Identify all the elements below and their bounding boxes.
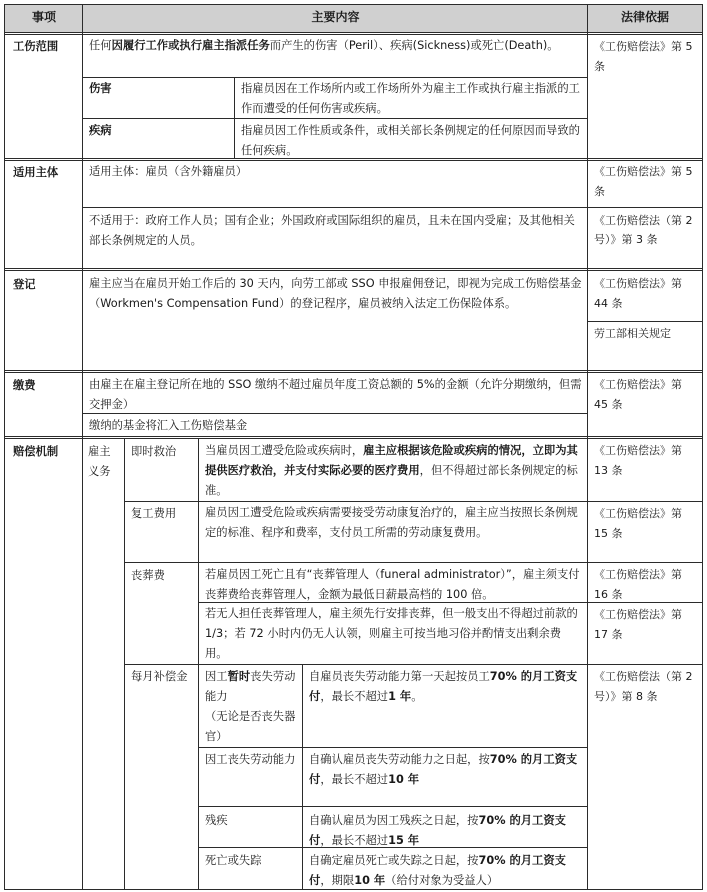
payment-text-1: 由雇主在雇主登记所在地的 SSO 缴纳不超过雇员年度工资总额的 5%的金额（允许分期缴纳，但需交押金） [89, 378, 582, 411]
rule-payment-sub [83, 413, 588, 414]
rescue-label: 即时救治 [131, 445, 177, 458]
monthly-r1-c: 丧失劳动能力 [205, 670, 296, 703]
rule-payment-bottom [5, 436, 703, 437]
monthly-law: 《工伤赔偿法（第 2 号）》第 8 条 [594, 670, 693, 703]
rule-col-1 [82, 4, 83, 890]
rule-registration-law [588, 321, 703, 322]
scope-disease-text: 指雇员因工作性质或条件，或相关部长条例规定的任何原因而导致的任何疾病。 [241, 124, 580, 157]
compensation-title: 赔偿机制 [13, 445, 59, 458]
rule-subject-bottom [5, 268, 703, 269]
scope-injury-text: 指雇员因在工作场所内或工作场所外为雇主工作或执行雇主指派的工作而遭受的任何伤害或疾病。 [241, 82, 580, 115]
rule-scope-bottom-2 [5, 160, 703, 161]
rule-bottom [5, 889, 703, 890]
registration-text: 雇主应当在雇员开始工作后的 30 天内，向劳工部或 SSO 申报雇佣登记，即视为完成工伤赔偿基金（Workmen's Compensation Fund）的登记程序，雇员被纳入法定工伤保险体系。 [89, 277, 582, 310]
rule-comp-funeral-2 [125, 664, 703, 665]
header-col-content: 主要内容 [83, 5, 588, 33]
monthly-r2-t2: 70% 的月工资支付 [309, 753, 578, 786]
monthly-r1-a: 因工 [205, 670, 228, 683]
payment-title: 缴费 [13, 379, 36, 392]
rescue-text-3: ，但不得超过部长条例规定的标准。 [205, 464, 578, 497]
monthly-r4-label: 死亡或失踪 [205, 854, 262, 867]
monthly-r1-text [303, 666, 588, 708]
scope-title: 工伤范围 [13, 40, 59, 53]
rule-registration-bottom [5, 370, 703, 371]
rule-left [4, 4, 5, 890]
subject-title: 适用主体 [13, 166, 59, 179]
rule-scope-sub-1 [83, 77, 588, 78]
rule-subject-bottom-2 [5, 270, 703, 271]
monthly-r3-text [303, 810, 588, 852]
subject-not-applicable: 不适用于：政府工作人员；国有企业；外国政府或国际组织的雇员，且未在国内受雇；及其他相关部长条例规定的人员。 [89, 214, 575, 247]
monthly-r1-t4: 1 年 [388, 690, 412, 703]
rule-comp-monthly-col [302, 665, 303, 890]
scope-intro [83, 35, 588, 77]
funeral-law-1: 《工伤赔偿法》第 16 条 [594, 568, 682, 601]
monthly-r1-t1: 自雇员丧失劳动能力第一天起按员工 [309, 670, 490, 683]
rule-scope-sub-2 [83, 118, 588, 119]
rehab-text: 雇员因工遭受危险或疾病需要接受劳动康复治疗的，雇主应当按照长条例规定的标准、程序和费率，支付员工所需的劳动康复费用。 [205, 506, 578, 539]
rule-registration-bottom-2 [5, 372, 703, 373]
rule-scope-sub-col [234, 77, 235, 159]
funeral-law-2: 《工伤赔偿法》第 17 条 [594, 608, 682, 641]
rule-comp-monthly-3 [199, 847, 588, 848]
rule-subject-sub [83, 207, 703, 208]
monthly-r3-t2: 70% 的月工资支付 [309, 814, 566, 847]
monthly-r4-t4: 10 年 [354, 874, 386, 887]
rule-payment-bottom-2 [5, 438, 703, 439]
rehab-label: 复工费用 [131, 507, 177, 520]
rule-col-2 [587, 4, 588, 890]
registration-title: 登记 [13, 278, 36, 291]
registration-law-1: 《工伤赔偿法》第 44 条 [594, 277, 682, 310]
monthly-r1-b: 暂时 [227, 670, 251, 683]
scope-injury-label: 伤害 [89, 82, 112, 95]
monthly-r1-label [199, 666, 303, 746]
rule-comp-rehab [125, 562, 703, 563]
subject-applicable: 适用主体：雇员（含外籍雇员） [89, 165, 248, 178]
rescue-text-1: 当雇员因工遭受危险或疾病时， [205, 444, 364, 457]
subject-law-1: 《工伤赔偿法》第 5 条 [594, 165, 693, 198]
rule-comp-funeral-1 [199, 602, 703, 603]
payment-text-2: 缴纳的基金将汇入工伤赔偿基金 [89, 419, 248, 432]
rescue-text [199, 440, 588, 502]
header-col-law: 法律依据 [588, 5, 702, 33]
employer-duty-label: 雇主义务 [88, 445, 111, 478]
monthly-r2-t4: 10 年 [388, 773, 420, 786]
rule-scope-bottom [5, 158, 703, 159]
rule-right [702, 4, 703, 890]
rule-top [5, 4, 703, 5]
scope-disease-label: 疾病 [89, 124, 112, 137]
monthly-r1-note: （无论是否丧失器官） [205, 710, 296, 743]
monthly-r3-t4: 15 年 [388, 834, 420, 847]
monthly-r2-t1: 自确认雇员丧失劳动能力之日起，按 [309, 753, 490, 766]
scope-law: 《工伤赔偿法》第 5 条 [594, 40, 693, 73]
funeral-text-1: 若雇员因工死亡且有“丧葬管理人（funeral administrator）”，雇主须支付丧葬费给丧葬管理人，金额为最低日薪最高档的 100 倍。 [205, 568, 580, 601]
monthly-r4-t2: 70% 的月工资支付 [309, 854, 566, 887]
monthly-r1-t5: 。 [411, 690, 423, 703]
rescue-text-2: 雇主应根据该危险或疾病的情况，立即为其提供医疗救治，并支付实际必要的医疗费用 [205, 444, 578, 477]
subject-law-2: 《工伤赔偿法（第 2 号）》第 3 条 [594, 214, 693, 246]
rule-comp-monthly-1 [199, 747, 588, 748]
monthly-r2-label: 因工丧失劳动能力 [205, 753, 296, 766]
monthly-r3-label: 残疾 [205, 814, 228, 827]
header-col-item: 事项 [5, 5, 83, 33]
rule-comp-rescue [125, 501, 703, 502]
rule-header-bottom-2 [5, 34, 703, 35]
monthly-r4-t1: 自确定雇员死亡或失踪之日起，按 [309, 854, 479, 867]
registration-law-2: 劳工部相关规定 [594, 327, 671, 340]
rescue-law: 《工伤赔偿法》第 13 条 [594, 444, 682, 477]
rule-header-bottom [5, 32, 703, 33]
monthly-r4-t3: ，期限 [320, 874, 355, 887]
monthly-r4-t5: （给付对象为受益人） [385, 874, 499, 887]
monthly-r3-t3: ，最长不超过 [320, 834, 389, 847]
scope-intro-bold: 因履行工作或执行雇主指派任务 [111, 39, 270, 52]
monthly-r4-text [303, 850, 588, 890]
rehab-law: 《工伤赔偿法》第 15 条 [594, 507, 682, 540]
monthly-r2-t3: ，最长不超过 [320, 773, 389, 786]
scope-intro-pre: 任何 [89, 39, 112, 52]
monthly-label: 每月补偿金 [131, 670, 188, 683]
monthly-r1-t2: 70% 的月工资支付 [309, 670, 578, 703]
rule-comp-monthly-2 [199, 806, 588, 807]
scope-intro-post: 而产生的伤害（Peril）、疾病(Sickness)或死亡(Death)。 [269, 39, 559, 52]
monthly-r1-t3: ，最长不超过 [320, 690, 389, 703]
funeral-text-2: 若无人担任丧葬管理人，雇主须先行安排丧葬，但一般支出不得超过前款的 1/3；若 72 小时内仍无人认领，则雇主可按当地习俗并酌情支出剩余费用。 [205, 607, 578, 660]
payment-law: 《工伤赔偿法》第 45 条 [594, 378, 682, 411]
monthly-r2-text [303, 749, 588, 791]
monthly-r3-t1: 自确认雇员为因工残疾之日起，按 [309, 814, 479, 827]
funeral-label: 丧葬费 [131, 569, 165, 582]
